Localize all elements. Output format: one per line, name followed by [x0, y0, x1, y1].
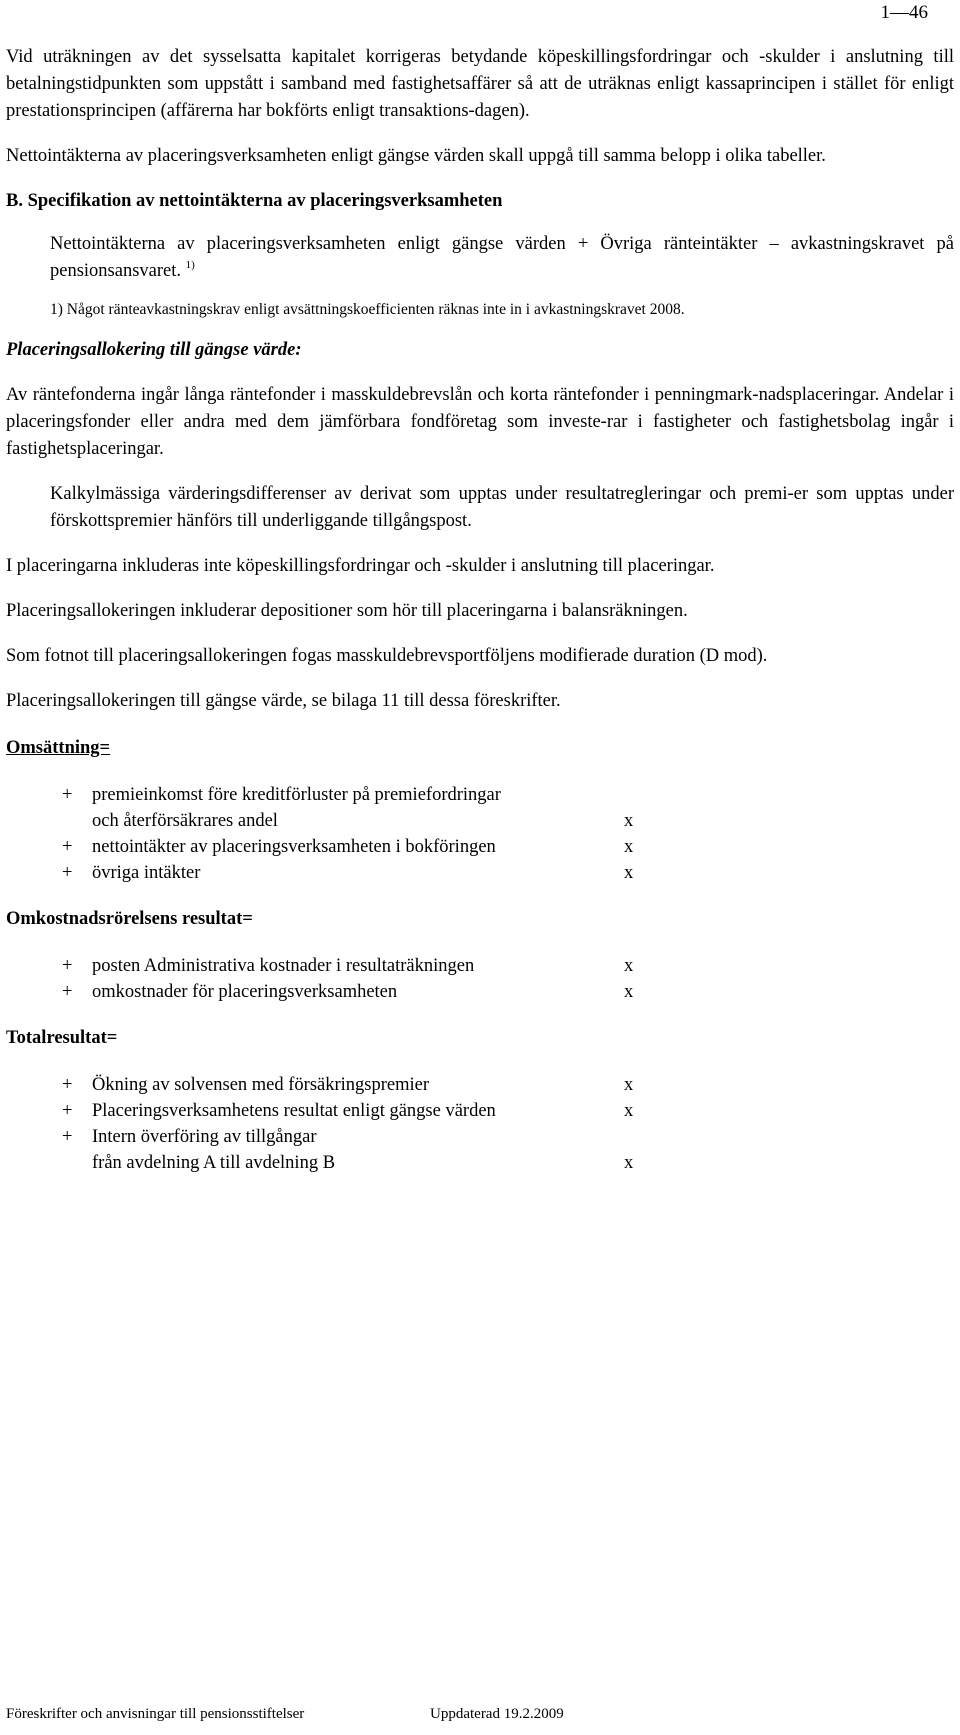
turnover-row: + premieinkomst före kreditförluster på premiefordringar [62, 785, 501, 805]
footer-title: Föreskrifter och anvisningar till pensionsstiftelser [6, 1706, 305, 1722]
heading-allocation: Placeringsallokering till gängse värde: [6, 340, 302, 360]
paragraph-deposits: Placeringsallokeringen inkluderar depositioner som hör till placeringarna i balansräkningen. [6, 601, 688, 621]
heading-specification: B. Specifikation av nettointäkterna av placeringsverksamheten [6, 191, 503, 211]
paragraph-duration: Som fotnot till placeringsallokeringen fogas masskuldebrevsportföljens modifierade duration (D mod). [6, 646, 768, 666]
page-number: 1—46 [880, 2, 928, 23]
paragraph-derivatives: Kalkylmässiga värderingsdifferenser av derivat som upptas under resultatregleringar och premi-er som upptas under förskottspremier hänförs till underliggande tillgångspost. [50, 484, 954, 531]
paragraph-net-income: Nettointäkterna av placeringsverksamheten enligt gängse värden skall uppgå till samma belopp i olika tabeller. [6, 146, 826, 166]
expense-rows [6, 953, 954, 1005]
total-row: + Ökning av solvensen med försäkringspremier x [62, 1075, 634, 1095]
specification-block [6, 231, 954, 321]
footnote-marker: 1) [185, 259, 195, 271]
turnover-row: + nettointäkter av placeringsverksamheten i bokföringen x [62, 837, 634, 857]
paragraph-interest-funds: Av räntefonderna ingår långa räntefonder i masskuldebrevslån och korta räntefonder i penningmark-nadsplaceringar. Andelar i placeringsfonder eller andra med dem jämförbara fondföretag som investe-rar i fastigheter och fastighetsbolag ingår i fastighetsplaceringar. [6, 385, 954, 459]
expense-row: + omkostnader för placeringsverksamheten x [62, 982, 634, 1002]
paragraph-exclusions: I placeringarna inkluderas inte köpeskillingsfordringar och -skulder i anslutning till placeringar. [6, 556, 715, 576]
paragraph-capital: Vid uträkningen av det sysselsatta kapitalet korrigeras betydande köpeskillingsfordringar och -skulder i anslutning till betalningstidpunkten som uppstått i samband med fastighetsaffärer så att de uträknas enligt kassaprincipen i stället för enligt prestationsprincipen (affärerna har bokförts enligt transaktions-dagen). [6, 47, 954, 121]
expense-row: + posten Administrativa kostnader i resultaträkningen x [62, 956, 634, 976]
turnover-row: + övriga intäkter x [62, 863, 634, 883]
heading-expense-result: Omkostnadsrörelsens resultat= [6, 909, 253, 929]
footnote: 1) Något ränteavkastningskrav enligt avsättningskoefficienten räknas inte in i avkastningskravet 2008. [50, 301, 685, 318]
paragraph-formula [50, 231, 954, 285]
total-row: från avdelning A till avdelning B x [92, 1153, 634, 1173]
heading-turnover: Omsättning= [6, 738, 111, 758]
document-body [6, 44, 954, 1176]
total-row: + Placeringsverksamhetens resultat enligt gängse värden x [62, 1101, 634, 1121]
heading-total-result: Totalresultat= [6, 1028, 118, 1048]
footer-updated: Uppdaterad 19.2.2009 [430, 1706, 564, 1722]
paragraph-annex: Placeringsallokeringen till gängse värde, se bilaga 11 till dessa föreskrifter. [6, 691, 561, 711]
turnover-rows [6, 782, 954, 886]
formula-text: Nettointäkterna av placeringsverksamheten enligt gängse värden + Övriga ränteintäkter – avkastningskravet på pensionsansvaret. [50, 234, 954, 281]
total-rows [6, 1072, 954, 1176]
total-row: + Intern överföring av tillgångar [62, 1127, 317, 1147]
turnover-row: och återförsäkrares andel x [92, 811, 634, 831]
